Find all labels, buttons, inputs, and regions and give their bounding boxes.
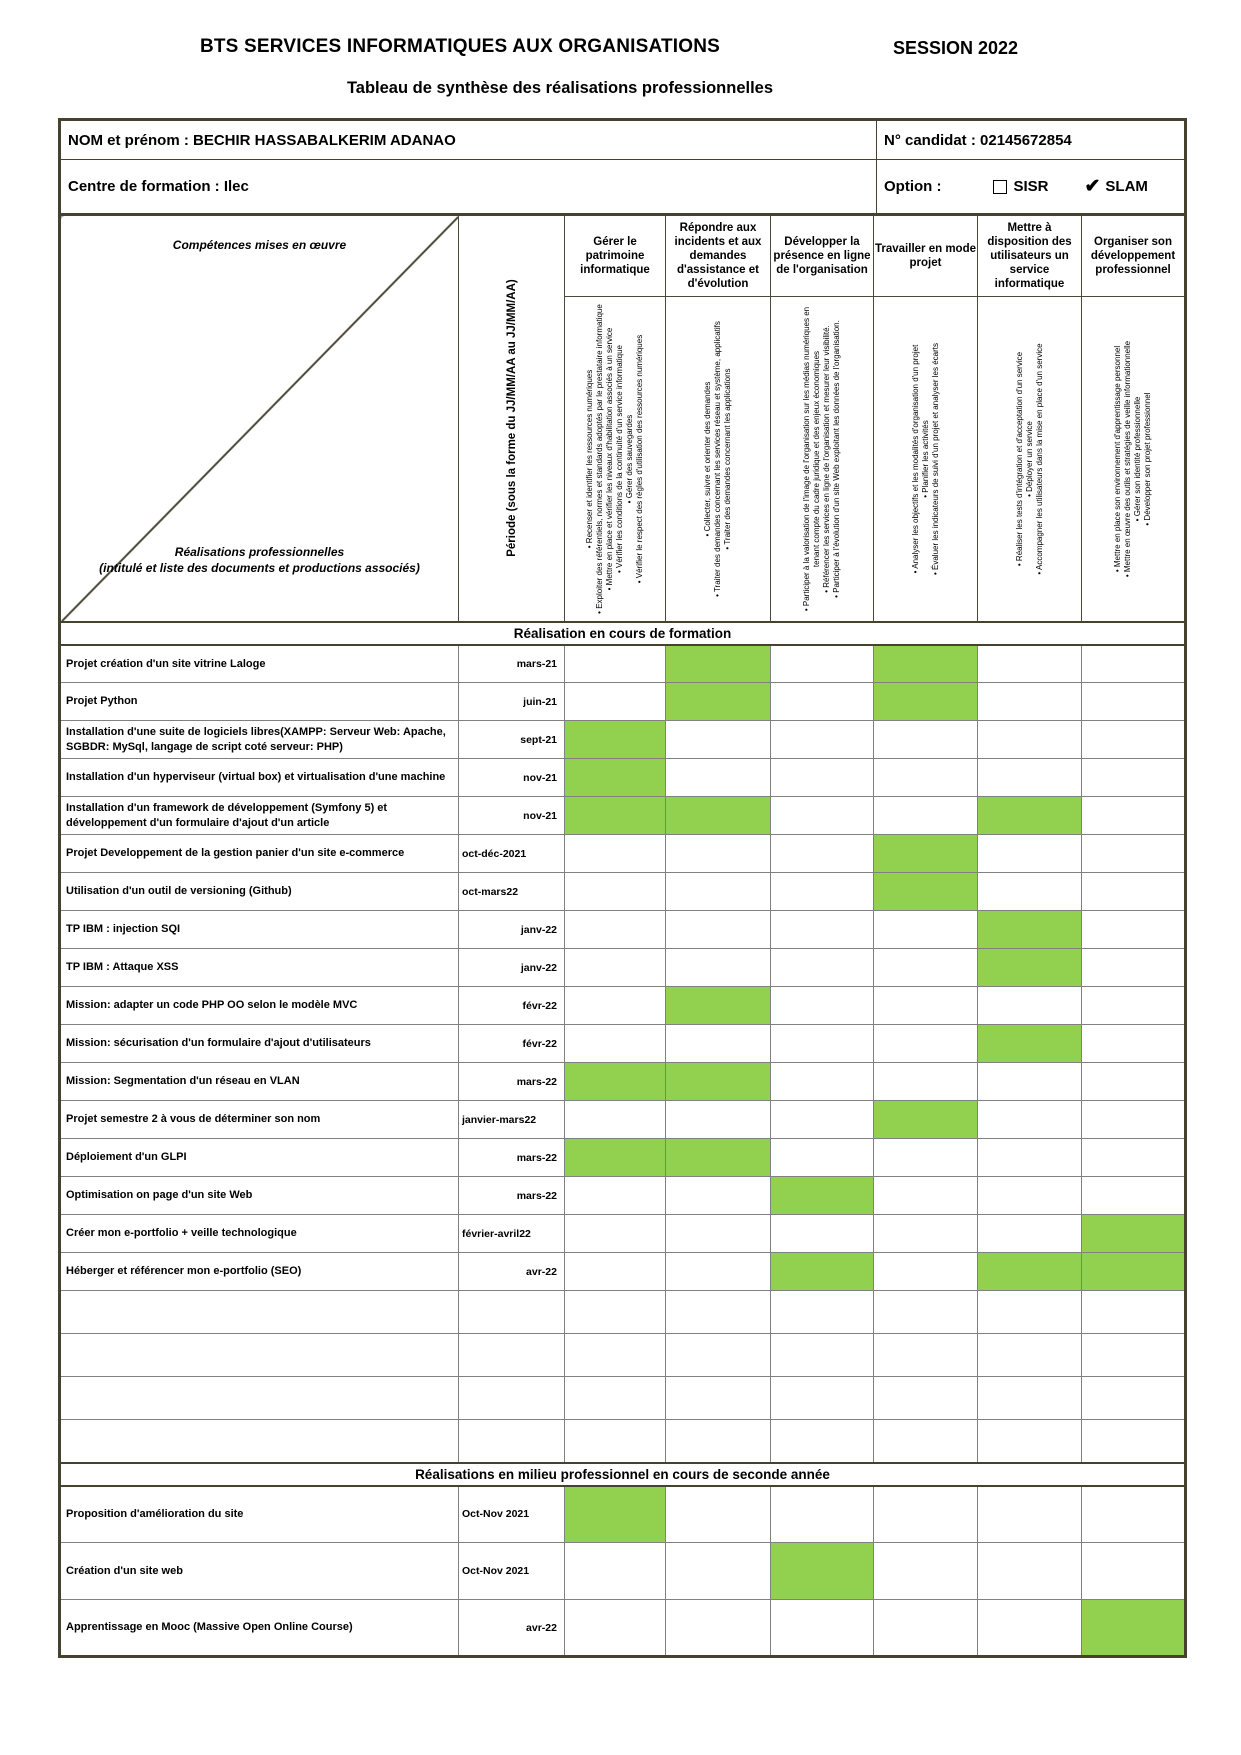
- realisation-label: Proposition d'amélioration du site: [60, 1486, 459, 1543]
- competency-cell: [565, 1600, 666, 1657]
- realisation-label: Mission: Segmentation d'un réseau en VLAN: [60, 1063, 459, 1101]
- skill-item: • Gérer son identité professionnelle: [1133, 396, 1142, 522]
- competency-header-2: Répondre aux incidents et aux demandes d'assistance et d'évolution: [666, 215, 771, 297]
- table-row: [60, 1334, 1186, 1377]
- competency-cell: [565, 987, 666, 1025]
- table-row: [60, 759, 1186, 797]
- competency-cell-checked: [565, 1139, 666, 1177]
- period-value: sept-21: [459, 721, 565, 759]
- competency-cell: [874, 1291, 978, 1334]
- competency-cell: [978, 759, 1082, 797]
- option-sisr-label: SISR: [1013, 178, 1049, 195]
- realisation-label: [60, 1291, 459, 1334]
- competency-cell: [565, 683, 666, 721]
- competency-cell: [1082, 797, 1186, 835]
- competency-cell-checked: [666, 797, 771, 835]
- competency-cell: [874, 1420, 978, 1463]
- competency-cell: [565, 1543, 666, 1600]
- competency-cell: [1082, 1291, 1186, 1334]
- competency-cell: [771, 1334, 874, 1377]
- period-value: juin-21: [459, 683, 565, 721]
- training-centre-field: Centre de formation : Ilec: [60, 160, 877, 215]
- period-value: mars-22: [459, 1177, 565, 1215]
- competency-cell: [771, 759, 874, 797]
- realisation-label: Mission: adapter un code PHP OO selon le modèle MVC: [60, 987, 459, 1025]
- competency-cell: [978, 1215, 1082, 1253]
- competency-cell: [1082, 835, 1186, 873]
- table-row: [60, 1486, 1186, 1543]
- table-row: [60, 1543, 1186, 1600]
- competency-cell: [565, 1101, 666, 1139]
- competency-cell-checked: [565, 721, 666, 759]
- realisation-label: Déploiement d'un GLPI: [60, 1139, 459, 1177]
- realisation-label: Mission: sécurisation d'un formulaire d'ajout d'utilisateurs: [60, 1025, 459, 1063]
- competency-cell: [666, 1334, 771, 1377]
- competency-cell-checked: [666, 1063, 771, 1101]
- competences-axis-label: Compétences mises en œuvre: [172, 238, 347, 252]
- period-value: janv-22: [459, 949, 565, 987]
- competency-cell: [978, 1377, 1082, 1420]
- competency-cell: [874, 911, 978, 949]
- competency-cell: [874, 1215, 978, 1253]
- slam-check-icon: ✔: [1084, 176, 1101, 197]
- page-subtitle: Tableau de synthèse des réalisations professionnelles: [346, 79, 774, 97]
- period-value: Oct-Nov 2021: [459, 1543, 565, 1600]
- competency-header-6: Organiser son développement professionnel: [1082, 215, 1186, 297]
- competency-cell: [978, 1139, 1082, 1177]
- competency-cell: [771, 835, 874, 873]
- competency-cell: [978, 1600, 1082, 1657]
- period-value: avr-22: [459, 1253, 565, 1291]
- competency-cell-checked: [874, 1101, 978, 1139]
- realisation-label: Installation d'un framework de développement (Symfony 5) et développement d'un formulaire d'ajout d'un article: [60, 797, 459, 835]
- competency-cell: [565, 911, 666, 949]
- competency-cell: [874, 1377, 978, 1420]
- table-row: [60, 721, 1186, 759]
- competency-header-5: Mettre à disposition des utilisateurs un service informatique: [978, 215, 1082, 297]
- competency-cell-checked: [666, 645, 771, 683]
- competency-cell-checked: [874, 835, 978, 873]
- competency-cell: [565, 1177, 666, 1215]
- competency-cell: [1082, 1420, 1186, 1463]
- skill-item: • Référencer les services en ligne de l'organisation et mesurer leur visibilité.: [822, 324, 831, 593]
- competency-cell: [874, 987, 978, 1025]
- competency-cell-checked: [666, 683, 771, 721]
- competency-header-4: Travailler en mode projet: [874, 215, 978, 297]
- competency-cell: [1082, 1543, 1186, 1600]
- period-value: nov-21: [459, 797, 565, 835]
- competency-cell: [565, 1215, 666, 1253]
- competency-cell: [978, 835, 1082, 873]
- competency-cell: [666, 1177, 771, 1215]
- competency-cell: [1082, 987, 1186, 1025]
- page-title: BTS SERVICES INFORMATIQUES AUX ORGANISATIONS: [199, 36, 721, 57]
- competency-cell: [666, 721, 771, 759]
- table-row: [60, 987, 1186, 1025]
- competency-cell: [666, 759, 771, 797]
- competency-cell: [771, 1025, 874, 1063]
- period-value: oct-déc-2021: [459, 835, 565, 873]
- competency-cell-checked: [565, 1486, 666, 1543]
- competency-cell: [771, 987, 874, 1025]
- competency-cell: [1082, 759, 1186, 797]
- competency-cell: [978, 1334, 1082, 1377]
- competency-cell: [978, 1101, 1082, 1139]
- table-row: [60, 1215, 1186, 1253]
- competency-cell: [666, 873, 771, 911]
- competency-cell: [771, 1291, 874, 1334]
- period-value: avr-22: [459, 1600, 565, 1657]
- competency-cell: [874, 1177, 978, 1215]
- realisation-label: [60, 1377, 459, 1420]
- competency-cell: [874, 759, 978, 797]
- table-row: [60, 1177, 1186, 1215]
- competency-skills-2: [666, 297, 771, 622]
- competency-skills-5: [978, 297, 1082, 622]
- realisation-label: TP IBM : Attaque XSS: [60, 949, 459, 987]
- period-value: Oct-Nov 2021: [459, 1486, 565, 1543]
- period-value: [459, 1291, 565, 1334]
- period-value: mars-21: [459, 645, 565, 683]
- period-value: janvier-mars22: [459, 1101, 565, 1139]
- realisation-label: [60, 1420, 459, 1463]
- realisation-label: Projet semestre 2 à vous de déterminer son nom: [60, 1101, 459, 1139]
- competency-cell-checked: [978, 797, 1082, 835]
- competency-cell-checked: [1082, 1215, 1186, 1253]
- competency-cell: [666, 1253, 771, 1291]
- competency-cell: [565, 1025, 666, 1063]
- competency-cell: [874, 1139, 978, 1177]
- table-row: [60, 797, 1186, 835]
- competency-cell: [978, 1420, 1082, 1463]
- competency-cell-checked: [771, 1253, 874, 1291]
- skill-item: • Accompagner les utilisateurs dans la mise en place d'un service: [1034, 343, 1044, 575]
- period-value: janv-22: [459, 911, 565, 949]
- period-value: [459, 1377, 565, 1420]
- competency-cell: [1082, 1334, 1186, 1377]
- competency-cell: [1082, 1139, 1186, 1177]
- competency-cell: [874, 1025, 978, 1063]
- competency-cell: [1082, 873, 1186, 911]
- competency-cell: [771, 797, 874, 835]
- competency-cell: [771, 873, 874, 911]
- realisation-label: Créer mon e-portfolio + veille technologique: [60, 1215, 459, 1253]
- realisation-label: Projet Developpement de la gestion panier d'un site e-commerce: [60, 835, 459, 873]
- table-row: [60, 1600, 1186, 1657]
- realisation-label: Héberger et référencer mon e-portfolio (SEO): [60, 1253, 459, 1291]
- realisation-label: Projet création d'un site vitrine Laloge: [60, 645, 459, 683]
- skill-item: • Exploiter des référentiels, normes et standards adoptés par le prestataire informatique: [594, 303, 604, 614]
- synthesis-table: [58, 213, 1187, 1658]
- competency-skills-1: [565, 297, 666, 622]
- competency-cell-checked: [978, 1253, 1082, 1291]
- competency-cell: [771, 1215, 874, 1253]
- competency-cell: [978, 683, 1082, 721]
- competency-cell: [874, 1334, 978, 1377]
- skill-item: • Réaliser les tests d'intégration et d'acceptation d'un service: [1014, 351, 1024, 566]
- table-row: [60, 835, 1186, 873]
- skill-item: • Mettre en place et vérifier les niveaux d'habilitation associés à un service: [604, 327, 614, 591]
- option-field: [877, 160, 1186, 215]
- competency-skills-3: [771, 297, 874, 622]
- competency-cell-checked: [666, 987, 771, 1025]
- skill-item: • Traiter des demandes concernant les applications: [723, 368, 733, 550]
- competency-skills-6: [1082, 297, 1186, 622]
- sisr-checkbox-icon: [993, 180, 1007, 194]
- competency-cell: [565, 1377, 666, 1420]
- section-band: Réalisation en cours de formation: [60, 622, 1186, 645]
- competency-skills-4: [874, 297, 978, 622]
- skill-item: • Gérer des sauvegardes: [625, 414, 635, 504]
- period-value: mars-22: [459, 1063, 565, 1101]
- competency-cell: [771, 911, 874, 949]
- table-row: [60, 1377, 1186, 1420]
- competency-cell: [978, 873, 1082, 911]
- competency-cell: [874, 1253, 978, 1291]
- competency-cell-checked: [666, 1139, 771, 1177]
- period-value: oct-mars22: [459, 873, 565, 911]
- realisation-label: Apprentissage en Mooc (Massive Open Online Course): [60, 1600, 459, 1657]
- competency-cell: [771, 645, 874, 683]
- realisation-label: Optimisation on page d'un site Web: [60, 1177, 459, 1215]
- competency-cell: [666, 911, 771, 949]
- skill-item: • Recenser et identifier les ressources numériques: [584, 369, 594, 548]
- realisation-label: Installation d'un hyperviseur (virtual box) et virtualisation d'une machine: [60, 759, 459, 797]
- competency-cell: [978, 1486, 1082, 1543]
- competency-cell-checked: [565, 797, 666, 835]
- skill-item: • Analyser les objectifs et les modalités d'organisation d'un projet: [910, 344, 920, 574]
- realisation-label: Utilisation d'un outil de versioning (Github): [60, 873, 459, 911]
- competency-cell: [978, 1063, 1082, 1101]
- competency-cell: [874, 721, 978, 759]
- competency-cell: [1082, 645, 1186, 683]
- competency-cell: [565, 835, 666, 873]
- competency-cell: [565, 873, 666, 911]
- option-slam-label: SLAM: [1105, 178, 1148, 195]
- competency-cell: [666, 949, 771, 987]
- competency-cell: [565, 1253, 666, 1291]
- competency-cell: [565, 1291, 666, 1334]
- realisation-label: TP IBM : injection SQI: [60, 911, 459, 949]
- competency-cell: [1082, 1025, 1186, 1063]
- competency-cell: [1082, 949, 1186, 987]
- table-row: [60, 911, 1186, 949]
- period-value: mars-22: [459, 1139, 565, 1177]
- skill-item: • Vérifier les conditions de la continuité d'un service informatique: [615, 344, 624, 573]
- competency-cell: [771, 1063, 874, 1101]
- competency-cell: [1082, 1377, 1186, 1420]
- competency-cell: [1082, 1177, 1186, 1215]
- competency-cell: [874, 949, 978, 987]
- competency-cell-checked: [565, 1063, 666, 1101]
- realisation-label: Installation d'une suite de logiciels libres(XAMPP: Serveur Web: Apache, SGBDR: MySql, langage de script coté serveur: PHP): [60, 721, 459, 759]
- competency-header-1: Gérer le patrimoine informatique: [565, 215, 666, 297]
- competency-cell: [978, 645, 1082, 683]
- competency-cell: [666, 1543, 771, 1600]
- competency-header-3: Développer la présence en ligne de l'organisation: [771, 215, 874, 297]
- table-row: [60, 1063, 1186, 1101]
- realisation-label: [60, 1334, 459, 1377]
- candidate-number-field: N° candidat : 02145672854: [877, 120, 1186, 160]
- skill-item: • Évaluer les indicateurs de suivi d'un projet et analyser les écarts: [930, 342, 940, 575]
- competency-cell-checked: [978, 949, 1082, 987]
- competency-cell: [666, 1291, 771, 1334]
- realisation-label: Création d'un site web: [60, 1543, 459, 1600]
- skill-item: • Mettre en place son environnement d'apprentissage personnel: [1112, 345, 1122, 572]
- competency-cell: [1082, 1486, 1186, 1543]
- period-value: févr-22: [459, 1025, 565, 1063]
- table-row: [60, 1139, 1186, 1177]
- competency-cell: [874, 1600, 978, 1657]
- skill-item: • Collecter, suivre et orienter des demandes: [702, 381, 712, 537]
- competency-cell: [666, 835, 771, 873]
- competency-cell: [978, 1291, 1082, 1334]
- competency-cell: [666, 1377, 771, 1420]
- competency-cell: [771, 1377, 874, 1420]
- table-row: [60, 1025, 1186, 1063]
- competency-cell: [666, 1101, 771, 1139]
- table-row: [60, 1101, 1186, 1139]
- competency-cell: [771, 949, 874, 987]
- competency-cell: [565, 645, 666, 683]
- competency-cell-checked: [874, 645, 978, 683]
- competency-cell: [771, 1486, 874, 1543]
- period-value: [459, 1420, 565, 1463]
- table-row: [60, 1420, 1186, 1463]
- skill-item: • Planifier les activités: [920, 420, 930, 498]
- table-row: [60, 1253, 1186, 1291]
- competency-cell: [978, 987, 1082, 1025]
- corner-diagonal-cell: [60, 215, 459, 622]
- competency-cell: [666, 1486, 771, 1543]
- competency-cell: [1082, 683, 1186, 721]
- competency-cell: [565, 1420, 666, 1463]
- competency-cell: [666, 1600, 771, 1657]
- competency-cell: [1082, 721, 1186, 759]
- competency-cell: [771, 683, 874, 721]
- competency-cell: [978, 721, 1082, 759]
- competency-cell: [978, 1543, 1082, 1600]
- skill-item: • Développer son projet professionnel: [1143, 392, 1153, 526]
- competency-cell: [874, 1543, 978, 1600]
- skill-item: • Déployer un service: [1024, 420, 1034, 497]
- competency-cell-checked: [874, 873, 978, 911]
- name-field: NOM et prénom : BECHIR HASSABALKERIM ADANAO: [60, 120, 877, 160]
- table-row: [60, 645, 1186, 683]
- realisations-axis-label: Réalisations professionnelles (intitulé et liste des documents et productions associés): [99, 545, 420, 576]
- competency-cell: [771, 1139, 874, 1177]
- competency-cell: [771, 1600, 874, 1657]
- competency-cell: [874, 797, 978, 835]
- competency-cell: [565, 1334, 666, 1377]
- competency-cell: [1082, 1101, 1186, 1139]
- competency-cell: [874, 1063, 978, 1101]
- competency-cell: [1082, 1063, 1186, 1101]
- skill-item: • Vérifier le respect des règles d'utilisation des ressources numériques: [635, 334, 645, 583]
- competency-cell-checked: [874, 683, 978, 721]
- competency-cell-checked: [1082, 1600, 1186, 1657]
- competency-cell: [771, 1420, 874, 1463]
- period-value: févr-22: [459, 987, 565, 1025]
- period-value: février-avril22: [459, 1215, 565, 1253]
- competency-cell: [666, 1215, 771, 1253]
- skill-item: • Participer à la valorisation de l'image de l'organisation sur les médias numériques en tenant compte du cadre juridique et des enjeux économiques: [801, 306, 821, 611]
- table-row: [60, 1291, 1186, 1334]
- realisation-label: Projet Python: [60, 683, 459, 721]
- session-label: SESSION 2022: [893, 38, 1019, 58]
- skill-item: • Participer à l'évolution d'un site Web exploitant les données de l'organisation.: [832, 319, 842, 598]
- competency-cell: [666, 1025, 771, 1063]
- competency-cell: [666, 1420, 771, 1463]
- period-column-header: Période (sous la forme du JJ/MM/AA au JJ/MM/AA): [459, 215, 565, 622]
- competency-cell: [771, 721, 874, 759]
- skill-item: • Mettre en œuvre des outils et stratégies de veille informationnelle: [1122, 340, 1132, 577]
- competency-cell-checked: [771, 1543, 874, 1600]
- competency-cell: [874, 1486, 978, 1543]
- competency-cell-checked: [1082, 1253, 1186, 1291]
- competency-cell-checked: [565, 759, 666, 797]
- competency-cell-checked: [978, 911, 1082, 949]
- table-row: [60, 873, 1186, 911]
- competency-cell: [978, 1177, 1082, 1215]
- period-value: nov-21: [459, 759, 565, 797]
- competency-cell: [1082, 911, 1186, 949]
- section-band: Réalisations en milieu professionnel en cours de seconde année: [60, 1463, 1186, 1486]
- competency-cell-checked: [771, 1177, 874, 1215]
- skill-item: • Traiter des demandes concernant les services réseau et système, applicatifs: [712, 320, 722, 597]
- option-label: Option :: [884, 178, 942, 195]
- period-value: [459, 1334, 565, 1377]
- candidate-info-table: [58, 118, 1187, 216]
- competency-cell-checked: [978, 1025, 1082, 1063]
- competency-cell: [565, 949, 666, 987]
- table-row: [60, 949, 1186, 987]
- competency-cell: [771, 1101, 874, 1139]
- table-row: [60, 683, 1186, 721]
